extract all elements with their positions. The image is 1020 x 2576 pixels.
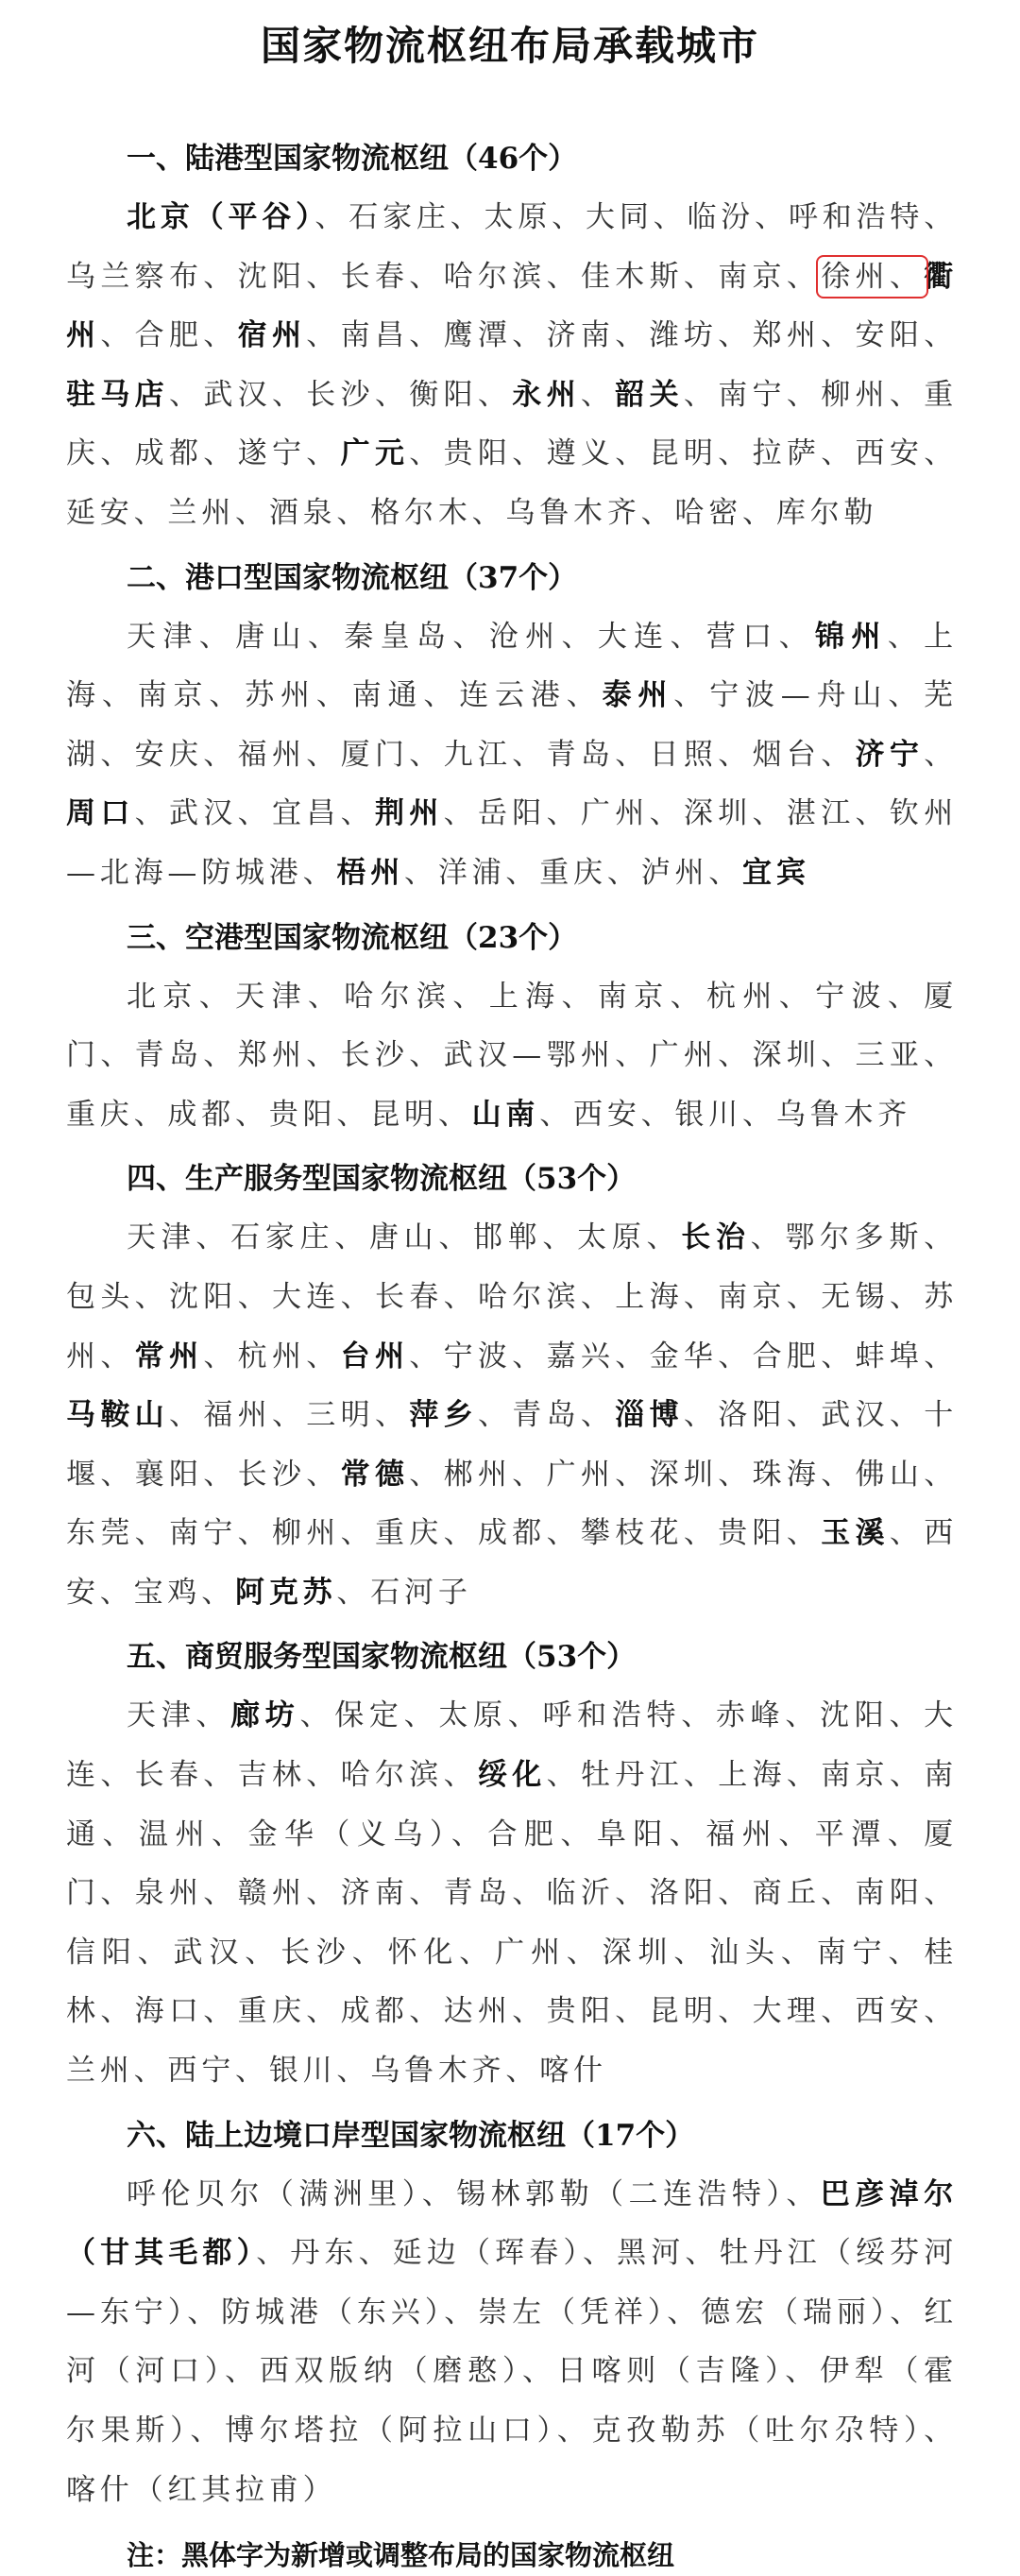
- city-name: 长沙、: [340, 1038, 444, 1073]
- city-name: 福州、: [237, 737, 341, 772]
- city-name: 淄博、: [615, 1398, 719, 1433]
- city-name: 平潭、: [814, 1817, 925, 1851]
- city-name: 潍坊、: [649, 318, 753, 353]
- city-name: 兰州、: [66, 2054, 168, 2089]
- city-name: 长治、: [681, 1220, 786, 1255]
- city-list: [66, 1208, 958, 1622]
- city-name: 苏州、: [245, 678, 352, 713]
- city-name: 呼和浩特、: [542, 1698, 716, 1733]
- section: [66, 1635, 958, 2100]
- city-name: 苏州、: [66, 1279, 959, 1373]
- city-name: 锦州、: [815, 619, 925, 654]
- city-name: 兰州、: [167, 495, 269, 530]
- city-name: 桂林、: [66, 1935, 959, 2029]
- city-name: 西宁、: [167, 2054, 269, 2089]
- city-name: 合肥、: [134, 318, 238, 353]
- city-name: 宁波、: [443, 1339, 547, 1373]
- city-name: 南宁、: [816, 1935, 925, 1970]
- city-name: 防城港（东兴）、: [221, 2295, 479, 2329]
- city-name: 石家庄、: [348, 200, 484, 234]
- city-name: 重庆、: [374, 1516, 478, 1551]
- city-name: 格尔木、: [370, 495, 506, 530]
- page-title: 国家物流枢纽布局承载城市: [260, 23, 759, 69]
- city-name: 宁波—舟山、: [709, 678, 925, 713]
- city-name: 厦门、: [66, 979, 959, 1073]
- city-name: 南京、: [718, 259, 822, 294]
- city-name: 克孜勒苏（吐尔尕特）、: [591, 2414, 958, 2448]
- city-name: 赤峰、: [715, 1698, 821, 1733]
- city-name: 武汉、: [203, 377, 307, 412]
- city-name: 延安、: [66, 495, 168, 530]
- city-name: 沈阳、: [820, 1698, 925, 1733]
- city-name: 马鞍山、: [66, 1398, 204, 1433]
- city-name: 武汉—鄂州、: [443, 1038, 650, 1073]
- city-name: 长春、: [340, 259, 444, 294]
- city-name: 银川、: [674, 1097, 776, 1132]
- city-name: 衡阳、: [409, 377, 513, 412]
- city-name: 日照、: [649, 737, 753, 772]
- city-name: 南宁、: [168, 1516, 272, 1551]
- city-name: 沈阳、: [237, 259, 341, 294]
- city-name: 杭州、: [237, 1339, 341, 1373]
- city-name: 拉萨、: [752, 436, 856, 471]
- section-heading: 一、陆港型国家物流枢纽（46个）: [127, 142, 578, 176]
- city-name: 阿克苏、: [235, 1575, 371, 1610]
- city-name: 安庆、: [134, 737, 238, 772]
- footnote: 注：黑体字为新增或调整布局的国家物流枢纽: [127, 2539, 675, 2572]
- city-name: 十堰、: [66, 1398, 959, 1492]
- section: [66, 916, 958, 1145]
- city-name: 牡丹江（绥芬河—东宁）、: [66, 2236, 958, 2329]
- city-name: 南昌、: [340, 318, 444, 353]
- city-name: 喀什（红其拉甫）: [66, 2472, 337, 2507]
- city-name: 常州、: [134, 1339, 238, 1373]
- city-name: 周口、: [66, 796, 169, 831]
- city-name: 沈阳、: [168, 1279, 272, 1314]
- city-name: 乌鲁木齐: [775, 1097, 912, 1132]
- city-name: 广州、: [495, 1935, 603, 1970]
- city-name: 宝鸡、: [133, 1575, 236, 1610]
- city-name: 青岛、: [443, 1876, 547, 1911]
- city-name: 太原、: [438, 1698, 543, 1733]
- city-name: 成都、: [340, 1994, 444, 2029]
- city-name: 青岛、: [134, 1038, 238, 1073]
- city-name: 西安、: [855, 436, 958, 471]
- city-name: 宜宾: [742, 855, 810, 890]
- city-name: 巴彦淖尔（甘其毛都）、: [66, 2176, 958, 2271]
- city-name: 昆明、: [649, 1994, 753, 2029]
- city-name: 喀什: [539, 2054, 607, 2089]
- city-name: 石河子: [370, 1575, 472, 1610]
- city-name: 洛阳、: [718, 1398, 822, 1433]
- city-name: 西双版纳（磨憨）、: [259, 2354, 557, 2389]
- city-name: 深圳、: [683, 796, 787, 831]
- city-name: 南京、: [597, 979, 706, 1014]
- city-name: 石家庄、: [230, 1220, 369, 1255]
- city-name: 重庆、: [66, 1097, 168, 1132]
- city-name: 红河（河口）、: [66, 2295, 959, 2389]
- city-name: 上海、: [615, 1279, 719, 1314]
- city-name: 沧州、: [488, 619, 598, 654]
- city-name: 大同、: [586, 200, 688, 234]
- city-name: 重庆、: [539, 855, 641, 890]
- city-name: 厦门、: [340, 737, 444, 772]
- city-name: 海口、: [134, 1994, 238, 2029]
- city-name: 青岛、: [512, 1398, 616, 1433]
- city-name: 武汉、: [173, 1935, 281, 1970]
- city-name: 厦门、: [66, 1817, 959, 1911]
- city-name: 玉溪、: [821, 1516, 925, 1551]
- section: [66, 1157, 958, 1622]
- city-name: 梧州、: [336, 855, 438, 890]
- city-name: 广州、: [546, 1457, 650, 1492]
- city-name: 昆明、: [649, 436, 753, 471]
- city-name: 东莞、: [66, 1516, 169, 1551]
- highlighted-city-name: 徐州、: [821, 259, 925, 294]
- city-name: 泉州、: [134, 1876, 238, 1911]
- city-name: 洛阳、: [649, 1876, 753, 1911]
- city-name: 遂宁、: [237, 436, 341, 471]
- city-name: 临汾、: [687, 200, 789, 234]
- city-name: 唐山、: [235, 619, 345, 654]
- city-list: [66, 1686, 958, 2100]
- city-name: 成都、: [477, 1516, 581, 1551]
- city-name: 湛江、: [786, 796, 890, 831]
- city-name: 杭州、: [706, 979, 816, 1014]
- city-name: 上海、: [488, 979, 598, 1014]
- city-name: 宜昌、: [271, 796, 375, 831]
- city-name: 柳州、: [821, 377, 925, 412]
- city-name: 崇左（凭祥）、: [478, 2295, 702, 2329]
- city-name: 黑河、: [617, 2236, 720, 2271]
- city-name: 贵阳、: [268, 1097, 371, 1132]
- city-list: [66, 2165, 958, 2520]
- city-name: 鹰潭、: [443, 318, 547, 353]
- city-name: 南京、: [821, 1758, 925, 1793]
- city-name: 廊坊、: [230, 1698, 335, 1733]
- city-name: 绥化、: [477, 1758, 581, 1793]
- city-name: 达州、: [443, 1994, 547, 2029]
- city-name: 温州、: [138, 1817, 248, 1851]
- city-name: 天津、: [127, 1220, 231, 1255]
- city-name: 南阳、: [855, 1876, 958, 1911]
- section-heading: 四、生产服务型国家物流枢纽（53个）: [127, 1162, 637, 1197]
- city-name: 三亚、: [855, 1038, 958, 1073]
- city-name: 乌鲁木齐、: [505, 495, 675, 530]
- city-name: 济南、: [340, 1876, 444, 1911]
- city-name: 金华（义乌）、: [247, 1817, 488, 1851]
- city-name: 太原、: [484, 200, 586, 234]
- city-name: 吉林、: [237, 1758, 341, 1793]
- city-name: 青岛、: [546, 737, 650, 772]
- city-name: 蚌埠、: [855, 1339, 958, 1373]
- city-name: 深圳、: [602, 1935, 710, 1970]
- city-name: 汕头、: [709, 1935, 817, 1970]
- city-name: 长沙、: [280, 1935, 388, 1970]
- city-name: 乌鲁木齐、: [370, 2054, 540, 2089]
- city-name: 贵阳、: [443, 436, 547, 471]
- city-name: 九江、: [443, 737, 547, 772]
- city-name: 武汉、: [821, 1398, 925, 1433]
- city-name: 秦皇岛、: [344, 619, 489, 654]
- city-name: 深圳、: [649, 1457, 753, 1492]
- city-name: 柳州、: [271, 1516, 375, 1551]
- city-name: 长春、: [134, 1758, 238, 1793]
- city-name: 邯郸、: [473, 1220, 578, 1255]
- city-name: 呼和浩特、: [788, 200, 959, 234]
- city-name: 福州、: [706, 1817, 815, 1851]
- city-name: 襄阳、: [134, 1457, 238, 1492]
- city-name: 北京、: [127, 979, 236, 1014]
- city-name: 延边（珲春）、: [392, 2236, 618, 2271]
- city-name: 长春、: [374, 1279, 478, 1314]
- section: [66, 2114, 958, 2520]
- city-name: 信阳、: [66, 1935, 174, 1970]
- city-name: 合肥、: [487, 1817, 597, 1851]
- city-name: 天津、: [235, 979, 345, 1014]
- city-name: 济宁、: [855, 737, 959, 772]
- city-name: 西安、: [855, 1994, 958, 2029]
- city-name: 驻马店、: [66, 377, 204, 412]
- city-name: 福州、: [203, 1398, 307, 1433]
- city-name: 萍乡、: [409, 1398, 513, 1433]
- city-name: 德宏（瑞丽）、: [701, 2295, 925, 2329]
- city-name: 鄂尔多斯、: [785, 1220, 958, 1255]
- city-name: 长沙、: [237, 1457, 341, 1492]
- city-name: 泰州、: [602, 678, 710, 713]
- city-name: 成都、: [134, 436, 238, 471]
- city-name: 武汉、: [168, 796, 272, 831]
- city-name: 锡林郭勒（二连浩特）、: [456, 2176, 821, 2211]
- city-name: 连云港、: [459, 678, 603, 713]
- city-name: 临沂、: [546, 1876, 650, 1911]
- section-heading: 二、港口型国家物流枢纽（37个）: [127, 560, 578, 595]
- city-name: 哈密、: [674, 495, 776, 530]
- section-heading: 三、空港型国家物流枢纽（23个）: [127, 920, 578, 955]
- city-name: 长沙、: [306, 377, 410, 412]
- city-name: 常德、: [340, 1457, 444, 1492]
- city-name: 金华、: [649, 1339, 753, 1373]
- city-name: 哈尔滨、: [340, 1758, 478, 1793]
- city-name: 库尔勒: [775, 495, 878, 530]
- city-name: 南京、: [137, 678, 246, 713]
- city-name: 贵阳、: [718, 1516, 822, 1551]
- city-name: 商丘、: [752, 1876, 856, 1911]
- city-name: 大连、: [271, 1279, 375, 1314]
- city-name: 上海、: [66, 619, 958, 713]
- city-name: 上海、: [718, 1758, 822, 1793]
- city-name: 烟台、: [752, 737, 856, 772]
- section-heading: 六、陆上边境口岸型国家物流枢纽（17个）: [127, 2118, 695, 2153]
- city-name: 赣州、: [237, 1876, 341, 1911]
- city-name: 泸州、: [640, 855, 743, 890]
- city-name: 唐山、: [368, 1220, 474, 1255]
- city-name: 深圳、: [752, 1038, 856, 1073]
- city-name: 日喀则（吉隆）、: [556, 2354, 821, 2389]
- city-name: 呼伦贝尔（满洲里）、: [127, 2176, 457, 2211]
- city-name: 银川、: [268, 2054, 371, 2089]
- city-name: 郑州、: [752, 318, 856, 353]
- city-name: 遵义、: [546, 436, 650, 471]
- city-name: 天津、: [127, 619, 236, 654]
- city-name: 广州、: [649, 1038, 753, 1073]
- city-name: 台州、: [340, 1339, 444, 1373]
- city-name: 西安、: [66, 1516, 959, 1610]
- city-name: 太原、: [577, 1220, 682, 1255]
- city-name: 济南、: [546, 318, 650, 353]
- city-name: 洋浦、: [437, 855, 540, 890]
- city-name: 衢州、: [66, 259, 959, 353]
- city-name: 南京、: [718, 1279, 822, 1314]
- city-name: 三明、: [306, 1398, 410, 1433]
- city-name: 南通、: [66, 1758, 959, 1851]
- city-name: 宁波、: [815, 979, 925, 1014]
- document-body: [66, 137, 958, 2576]
- section-heading: 五、商贸服务型国家物流枢纽（53个）: [127, 1640, 637, 1675]
- city-name: 北京（平谷）、: [127, 200, 349, 234]
- city-name: 钦州—北海—防城港、: [66, 796, 958, 890]
- city-name: 天津、: [127, 1698, 231, 1733]
- city-name: 佛山、: [855, 1457, 958, 1492]
- city-list: [66, 607, 958, 903]
- city-name: 韶关、: [615, 377, 719, 412]
- city-name: 怀化、: [387, 1935, 496, 1970]
- city-name: 广元、: [340, 436, 444, 471]
- city-name: 岳阳、: [477, 796, 581, 831]
- city-name: 大连、: [597, 619, 706, 654]
- city-name: 包头、: [66, 1279, 169, 1314]
- city-list: [66, 188, 958, 543]
- city-name: 郴州、: [443, 1457, 547, 1492]
- city-name: 伊犁（霍尔果斯）、: [66, 2354, 958, 2448]
- city-name: 郑州、: [237, 1038, 341, 1073]
- city-name: 酒泉、: [268, 495, 371, 530]
- city-name: 大连、: [66, 1698, 958, 1793]
- section: [66, 137, 958, 543]
- city-name: 广州、: [580, 796, 684, 831]
- city-list: [66, 967, 958, 1145]
- city-name: 保定、: [334, 1698, 439, 1733]
- city-name: 南宁、: [718, 377, 822, 412]
- city-name: 大理、: [752, 1994, 856, 2029]
- city-name: 合肥、: [752, 1339, 856, 1373]
- city-name: 攀枝花、: [580, 1516, 719, 1551]
- city-name: 昆明、: [370, 1097, 472, 1132]
- city-name: 乌兰察布、: [66, 259, 238, 294]
- city-name: 无锡、: [821, 1279, 925, 1314]
- city-name: 南通、: [351, 678, 460, 713]
- city-name: 成都、: [167, 1097, 269, 1132]
- city-name: 嘉兴、: [546, 1339, 650, 1373]
- city-name: 西安、: [573, 1097, 675, 1132]
- city-name: 哈尔滨、: [443, 259, 581, 294]
- city-name: 荆州、: [374, 796, 478, 831]
- city-name: 珠海、: [752, 1457, 856, 1492]
- city-name: 佳木斯、: [580, 259, 719, 294]
- city-name: 永州、: [512, 377, 616, 412]
- city-name: 重庆、: [237, 1994, 341, 2029]
- city-name: 阜阳、: [596, 1817, 706, 1851]
- city-name: 贵阳、: [546, 1994, 650, 2029]
- city-name: 芜湖、: [66, 678, 958, 772]
- city-name: 山南、: [471, 1097, 574, 1132]
- section: [66, 556, 958, 903]
- city-name: 宿州、: [237, 318, 341, 353]
- city-name: 牡丹江、: [580, 1758, 719, 1793]
- city-name: 重庆、: [66, 377, 959, 471]
- city-name: 营口、: [706, 619, 816, 654]
- city-name: 博尔塔拉（阿拉山口）、: [225, 2414, 592, 2448]
- city-name: 丹东、: [290, 2236, 393, 2271]
- city-name: 安阳、: [855, 318, 958, 353]
- city-name: 哈尔滨、: [477, 1279, 616, 1314]
- city-name: 哈尔滨、: [344, 979, 489, 1014]
